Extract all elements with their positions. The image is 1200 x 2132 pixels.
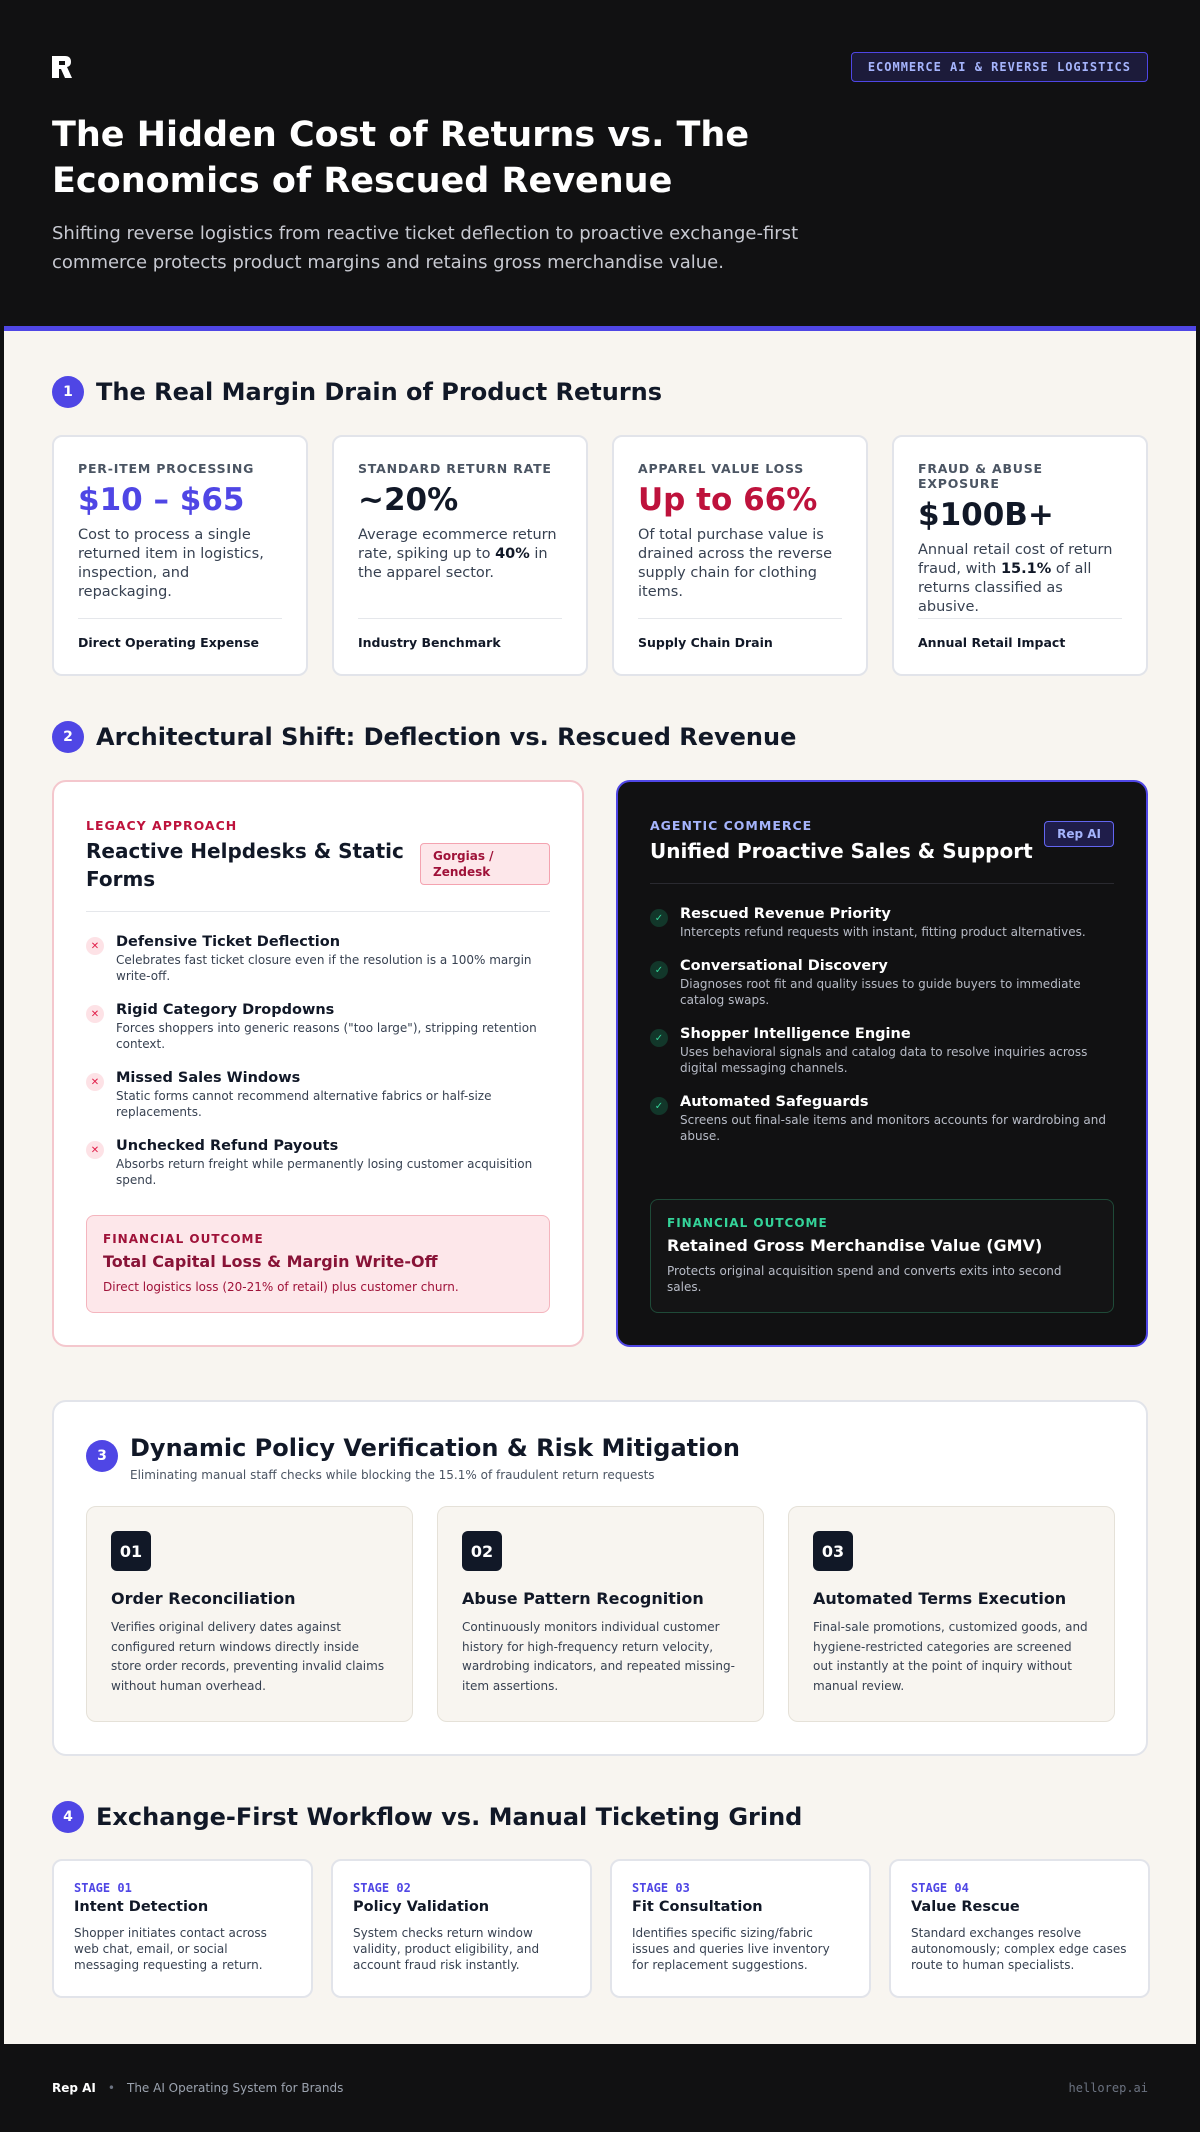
stat-card	[892, 435, 1148, 676]
section-title: Dynamic Policy Verification & Risk Mitigation	[130, 1434, 740, 1462]
panel-title: Unified Proactive Sales & Support	[650, 839, 1033, 863]
item-description: Forces shoppers into generic reasons ("too large"), stripping retention context.	[116, 1021, 537, 1051]
card-title: Abuse Pattern Recognition	[462, 1589, 704, 1608]
card-description: Continuously monitors individual customer history for high-frequency return velocity, wardrobing indicators, and repeated missing-item assertions.	[462, 1620, 735, 1693]
stage-label: STAGE 02	[353, 1881, 411, 1895]
item-description: Static forms cannot recommend alternative fabrics or half-size replacements.	[116, 1089, 492, 1119]
stage-label: STAGE 01	[74, 1881, 132, 1895]
item-title: Defensive Ticket Deflection	[116, 934, 341, 950]
list-item	[650, 906, 1114, 940]
section-title: Architectural Shift: Deflection vs. Rescued Revenue	[96, 723, 797, 751]
item-title: Automated Safeguards	[680, 1094, 869, 1110]
risk-card	[788, 1506, 1115, 1722]
list-item	[86, 934, 550, 984]
item-description: Absorbs return freight while permanently losing customer acquisition spend.	[116, 1157, 533, 1187]
x-mark-icon: ✕	[86, 1005, 104, 1023]
item-title: Conversational Discovery	[680, 958, 888, 974]
section-title: The Real Margin Drain of Product Returns	[96, 378, 663, 406]
outcome-description: Protects original acquisition spend and converts exits into second sales.	[667, 1264, 1062, 1294]
vendor-chip: Gorgias / Zendesk	[420, 843, 550, 885]
divider	[86, 911, 550, 912]
page-title: The Hidden Cost of Returns vs. The Economics of Rescued Revenue	[52, 115, 750, 201]
stage-label: STAGE 03	[632, 1881, 690, 1895]
list-item	[650, 1026, 1114, 1076]
stat-footer: Annual Retail Impact	[918, 618, 1122, 650]
stat-cards	[52, 435, 1148, 676]
stat-label: STANDARD RETURN RATE	[358, 461, 552, 476]
item-description: Celebrates fast ticket closure even if the resolution is a 100% margin write-off.	[116, 953, 532, 983]
outcome-kicker: FINANCIAL OUTCOME	[103, 1232, 264, 1246]
stage-label: STAGE 04	[911, 1881, 969, 1895]
risk-card	[437, 1506, 764, 1722]
stage-description: Standard exchanges resolve autonomously; complex edge cases route to human specialists.	[911, 1926, 1127, 1972]
section-title: Exchange-First Workflow vs. Manual Ticketing Grind	[96, 1803, 803, 1831]
panel-kicker: LEGACY APPROACH	[86, 818, 238, 833]
list-item	[86, 1002, 550, 1052]
outcome-title: Total Capital Loss & Margin Write-Off	[103, 1252, 438, 1271]
section-number: 1	[52, 376, 84, 408]
check-icon: ✓	[650, 909, 668, 927]
outcome-kicker: FINANCIAL OUTCOME	[667, 1216, 828, 1230]
stage-title: Intent Detection	[74, 1899, 209, 1915]
footer-separator: •	[107, 2081, 115, 2095]
check-icon: ✓	[650, 961, 668, 979]
stat-description: Annual retail cost of return fraud, with 15.1% of all returns classified as abusive.	[918, 542, 1113, 615]
section-1-header	[52, 376, 662, 408]
category-tag: ECOMMERCE AI & REVERSE LOGISTICS	[851, 52, 1148, 82]
stage-card	[889, 1859, 1150, 1998]
item-title: Rescued Revenue Priority	[680, 906, 891, 922]
stage-title: Value Rescue	[911, 1899, 1020, 1915]
financial-outcome-box	[650, 1199, 1114, 1313]
stat-card	[612, 435, 868, 676]
footer-tagline: The AI Operating System for Brands	[126, 2081, 344, 2095]
vendor-chip: Rep AI	[1044, 821, 1114, 847]
brand-logo-icon	[52, 56, 72, 78]
section-3-header	[86, 1434, 1114, 1482]
outcome-description: Direct logistics loss (20-21% of retail) plus customer churn.	[103, 1280, 459, 1294]
stat-value: $10 – $65	[78, 482, 245, 518]
list-item	[86, 1070, 550, 1120]
stat-label: PER-ITEM PROCESSING	[78, 461, 255, 476]
stat-footer: Industry Benchmark	[358, 618, 562, 650]
footer-url-link[interactable]: hellorep.ai	[1068, 2081, 1148, 2095]
stage-description: System checks return window validity, product eligibility, and account fraud risk instantly.	[353, 1926, 540, 1972]
page-subtitle: Shifting reverse logistics from reactive ticket deflection to proactive exchange-first commerce protects product margins and retains gross merchandise value.	[52, 223, 799, 273]
stat-label: FRAUD & ABUSE EXPOSURE	[918, 461, 1043, 491]
divider	[650, 883, 1114, 884]
stat-value: Up to 66%	[638, 482, 818, 518]
footer	[0, 2044, 1200, 2132]
section-2-header	[52, 721, 796, 753]
panel-kicker: AGENTIC COMMERCE	[650, 818, 813, 833]
item-title: Rigid Category Dropdowns	[116, 1002, 335, 1018]
legacy-panel	[52, 780, 584, 1347]
stat-description: Cost to process a single returned item in logistics, inspection, and repackaging.	[78, 527, 264, 600]
workflow-stages	[52, 1859, 1150, 1998]
card-description: Final-sale promotions, customized goods, and hygiene-restricted categories are screened out instantly at the point of inquiry without manual review.	[813, 1620, 1088, 1693]
x-mark-icon: ✕	[86, 937, 104, 955]
panel-title: Reactive Helpdesks & Static Forms	[86, 839, 404, 891]
section-number: 4	[52, 1801, 84, 1833]
stage-card	[331, 1859, 592, 1998]
agentic-list	[650, 906, 1114, 1144]
stat-footer: Direct Operating Expense	[78, 618, 282, 650]
legacy-list	[86, 934, 550, 1188]
x-mark-icon: ✕	[86, 1141, 104, 1159]
step-badge: 01	[111, 1531, 151, 1571]
step-badge: 03	[813, 1531, 853, 1571]
stat-card	[52, 435, 308, 676]
financial-outcome-box	[86, 1215, 550, 1313]
check-icon: ✓	[650, 1029, 668, 1047]
item-title: Missed Sales Windows	[116, 1070, 301, 1086]
risk-card	[86, 1506, 413, 1722]
hero-header	[0, 0, 1200, 326]
risk-mitigation-section	[52, 1400, 1148, 1756]
stat-value: $100B+	[918, 497, 1054, 533]
section-4-header	[52, 1801, 802, 1833]
item-description: Diagnoses root fit and quality issues to guide buyers to immediate catalog swaps.	[680, 977, 1081, 1007]
agentic-panel	[616, 780, 1148, 1347]
card-title: Automated Terms Execution	[813, 1589, 1067, 1608]
stat-footer: Supply Chain Drain	[638, 618, 842, 650]
item-title: Unchecked Refund Payouts	[116, 1138, 339, 1154]
card-title: Order Reconciliation	[111, 1589, 296, 1608]
list-item	[650, 958, 1114, 1008]
item-description: Intercepts refund requests with instant, fitting product alternatives.	[680, 925, 1086, 939]
stage-title: Fit Consultation	[632, 1899, 763, 1915]
stage-title: Policy Validation	[353, 1899, 490, 1915]
step-badge: 02	[462, 1531, 502, 1571]
stat-card	[332, 435, 588, 676]
section-number: 2	[52, 721, 84, 753]
item-title: Shopper Intelligence Engine	[680, 1026, 911, 1042]
check-icon: ✓	[650, 1097, 668, 1115]
stat-label: APPAREL VALUE LOSS	[638, 461, 805, 476]
stage-description: Identifies specific sizing/fabric issues and queries live inventory for replacement suggestions.	[632, 1926, 830, 1972]
stat-value: ~20%	[358, 482, 459, 518]
stat-description: Average ecommerce return rate, spiking up to 40% in the apparel sector.	[358, 527, 557, 581]
main-content	[4, 326, 1196, 2044]
section-subtitle: Eliminating manual staff checks while blocking the 15.1% of fraudulent return requests	[130, 1468, 655, 1482]
card-description: Verifies original delivery dates against configured return windows directly inside store order records, preventing invalid claims without human overhead.	[111, 1620, 385, 1693]
section-number: 3	[86, 1440, 118, 1472]
footer-brand: Rep AI	[52, 2081, 96, 2095]
outcome-title: Retained Gross Merchandise Value (GMV)	[667, 1236, 1043, 1255]
list-item	[86, 1138, 550, 1188]
stage-card	[52, 1859, 313, 1998]
x-mark-icon: ✕	[86, 1073, 104, 1091]
stage-card	[610, 1859, 871, 1998]
list-item	[650, 1094, 1114, 1144]
item-description: Screens out final-sale items and monitors accounts for wardrobing and abuse.	[680, 1113, 1106, 1143]
stat-description: Of total purchase value is drained across the reverse supply chain for clothing items.	[638, 527, 833, 600]
risk-cards	[86, 1506, 1115, 1722]
item-description: Uses behavioral signals and catalog data to resolve inquiries across digital messaging channels.	[680, 1045, 1088, 1075]
stage-description: Shopper initiates contact across web chat, email, or social messaging requesting a return.	[74, 1926, 267, 1972]
